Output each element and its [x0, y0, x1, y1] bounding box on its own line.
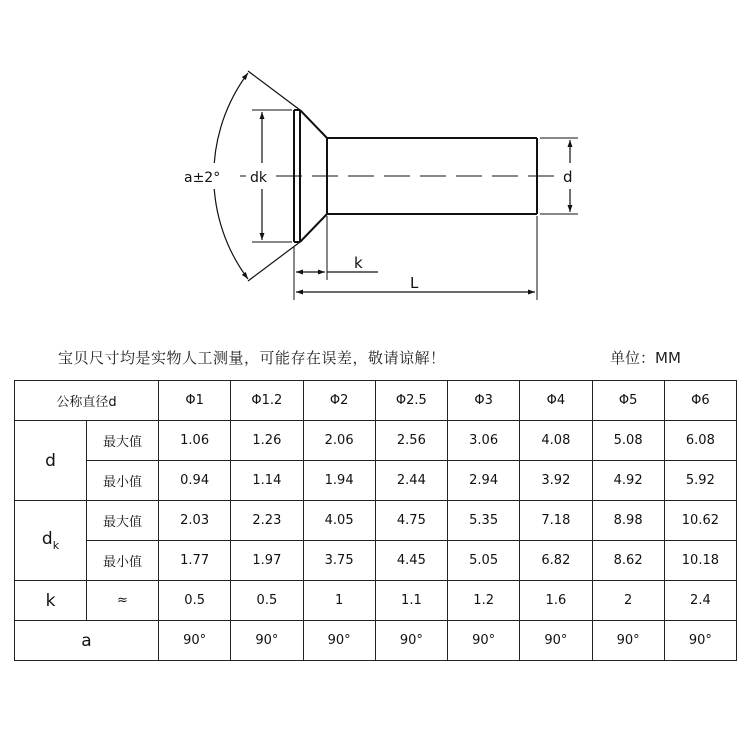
table-cell: 90° — [231, 621, 303, 661]
table-header-row — [15, 381, 737, 421]
k-row-label: k — [15, 581, 87, 621]
size-header: Φ2 — [303, 381, 375, 421]
dk-row-label-main: d — [41, 529, 53, 549]
size-header: Φ4 — [520, 381, 592, 421]
nominal-diameter-header: 公称直径d — [15, 381, 159, 421]
table-row-d-min — [15, 461, 737, 501]
table-cell: 3.92 — [520, 461, 592, 501]
table-cell: 1 — [303, 581, 375, 621]
min-label: 最小值 — [87, 541, 159, 581]
size-header: Φ1.2 — [231, 381, 303, 421]
size-header: Φ1 — [159, 381, 231, 421]
dk-label: dk — [250, 170, 267, 186]
k-label: k — [354, 254, 363, 272]
table-cell: 0.94 — [159, 461, 231, 501]
table-cell: 6.82 — [520, 541, 592, 581]
table-cell: 2.06 — [303, 421, 375, 461]
table-cell: 4.05 — [303, 501, 375, 541]
d-row-label: d — [15, 421, 87, 501]
table-cell: 1.6 — [520, 581, 592, 621]
table-cell: 6.08 — [664, 421, 736, 461]
table-cell: 8.62 — [592, 541, 664, 581]
dk-row-label-sub: k — [52, 539, 60, 552]
max-label: 最大值 — [87, 501, 159, 541]
table-cell: 1.1 — [375, 581, 447, 621]
table-row-a — [15, 621, 737, 661]
table-cell: 4.45 — [375, 541, 447, 581]
table-cell: 4.08 — [520, 421, 592, 461]
unit-label: 单位：MM — [610, 349, 681, 367]
measurement-disclaimer: 宝贝尺寸均是实物人工测量，可能存在误差，敬请谅解！ — [58, 349, 446, 367]
table-cell: 2.94 — [448, 461, 520, 501]
table-row-k — [15, 581, 737, 621]
angle-extension-bottom — [248, 242, 300, 281]
dk-row-label — [15, 501, 87, 581]
table-cell: 1.77 — [159, 541, 231, 581]
table-cell: 7.18 — [520, 501, 592, 541]
table-cell: 2 — [592, 581, 664, 621]
table-cell: 1.06 — [159, 421, 231, 461]
angle-label: a±2° — [184, 170, 221, 186]
table-cell: 2.44 — [375, 461, 447, 501]
table-cell: 5.92 — [664, 461, 736, 501]
table-row-dk-max — [15, 501, 737, 541]
table-cell: 4.92 — [592, 461, 664, 501]
table-cell: 1.2 — [448, 581, 520, 621]
table-cell: 3.75 — [303, 541, 375, 581]
table-cell: 90° — [159, 621, 231, 661]
table-cell: 1.97 — [231, 541, 303, 581]
approx-label: ≈ — [87, 581, 159, 621]
table-cell: 0.5 — [159, 581, 231, 621]
table-cell: 8.98 — [592, 501, 664, 541]
min-label: 最小值 — [87, 461, 159, 501]
table-cell: 1.26 — [231, 421, 303, 461]
table-cell: 2.56 — [375, 421, 447, 461]
size-header: Φ5 — [592, 381, 664, 421]
table-cell: 2.4 — [664, 581, 736, 621]
table-cell: 3.06 — [448, 421, 520, 461]
table-cell: 90° — [303, 621, 375, 661]
table-cell: 0.5 — [231, 581, 303, 621]
table-cell: 5.05 — [448, 541, 520, 581]
table-row-dk-min — [15, 541, 737, 581]
L-label: L — [410, 274, 419, 292]
size-header: Φ2.5 — [375, 381, 447, 421]
table-row-d-max — [15, 421, 737, 461]
table-cell: 90° — [375, 621, 447, 661]
table-cell: 90° — [592, 621, 664, 661]
table-cell: 10.62 — [664, 501, 736, 541]
table-cell: 1.14 — [231, 461, 303, 501]
table-cell: 5.35 — [448, 501, 520, 541]
table-cell: 90° — [520, 621, 592, 661]
table-cell: 2.03 — [159, 501, 231, 541]
table-cell: 10.18 — [664, 541, 736, 581]
table-cell: 90° — [664, 621, 736, 661]
dimension-table — [14, 380, 737, 661]
table-cell: 4.75 — [375, 501, 447, 541]
max-label: 最大值 — [87, 421, 159, 461]
table-cell: 5.08 — [592, 421, 664, 461]
size-header: Φ6 — [664, 381, 736, 421]
table-cell: 90° — [448, 621, 520, 661]
table-cell: 1.94 — [303, 461, 375, 501]
rivet-dimension-drawing — [0, 0, 750, 330]
size-header: Φ3 — [448, 381, 520, 421]
d-label: d — [563, 168, 573, 186]
a-row-label: a — [15, 621, 159, 661]
angle-extension-top — [248, 71, 300, 110]
table-cell: 2.23 — [231, 501, 303, 541]
